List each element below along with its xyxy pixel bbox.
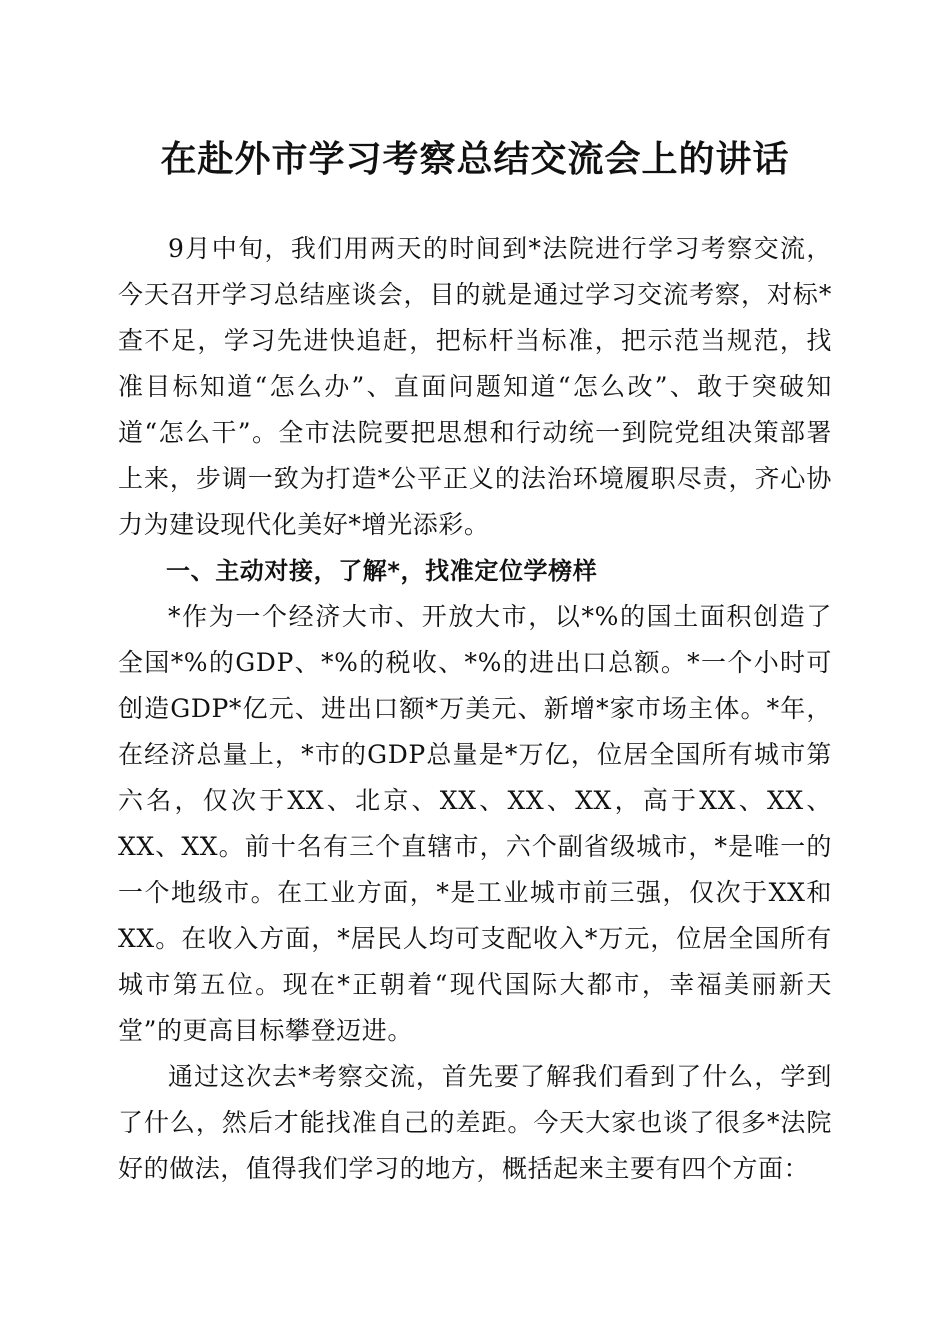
paragraph-economy: *作为一个经济大市、开放大市，以*%的国土面积创造了全国*%的GDP、*%的税收、*%的进出口总额。*一个小时可创造GDP*亿元、进出口额*万美元、新增*家市场主体。*年，在经济总量上，*市的GDP总量是*万亿，位居全国所有城市第六名，仅次于XX、北京、XX、XX、XX，高于XX、XX、XX、XX。前十名有三个直辖市，六个副省级城市，*是唯一的一个地级市。在工业方面，*是工业城市前三强，仅次于XX和XX。在收入方面，*居民人均可支配收入*万元，位居全国所有城市第五位。现在*正朝着“现代国际大都市，幸福美丽新天堂”的更高目标攀登迈进。 — [118, 602, 832, 1045]
paragraph-intro: 9月中旬，我们用两天的时间到*法院进行学习考察交流，今天召开学习总结座谈会，目的就是通过学习交流考察，对标*查不足，学习先进快追赶，把标杆当标准，把示范当规范，找准目标知道“怎么办”、直面问题知道“怎么改”、敢于突破知道“怎么干”。全市法院要把思想和行动统一到院党组决策部署上来，步调一致为打造*公平正义的法治环境履职尽责，齐心协力为建设现代化美好*增光添彩。 — [118, 234, 832, 539]
document-body — [118, 226, 832, 1192]
document-title: 在赴外市学习考察总结交流会上的讲话 — [160, 138, 790, 180]
section-heading-1: 一、主动对接，了解*，找准定位学榜样 — [166, 557, 598, 585]
paragraph-summary: 通过这次去*考察交流，首先要了解我们看到了什么，学到了什么，然后才能找准自己的差距。今天大家也谈了很多*法院好的做法，值得我们学习的地方，概括起来主要有四个方面： — [118, 1062, 832, 1183]
